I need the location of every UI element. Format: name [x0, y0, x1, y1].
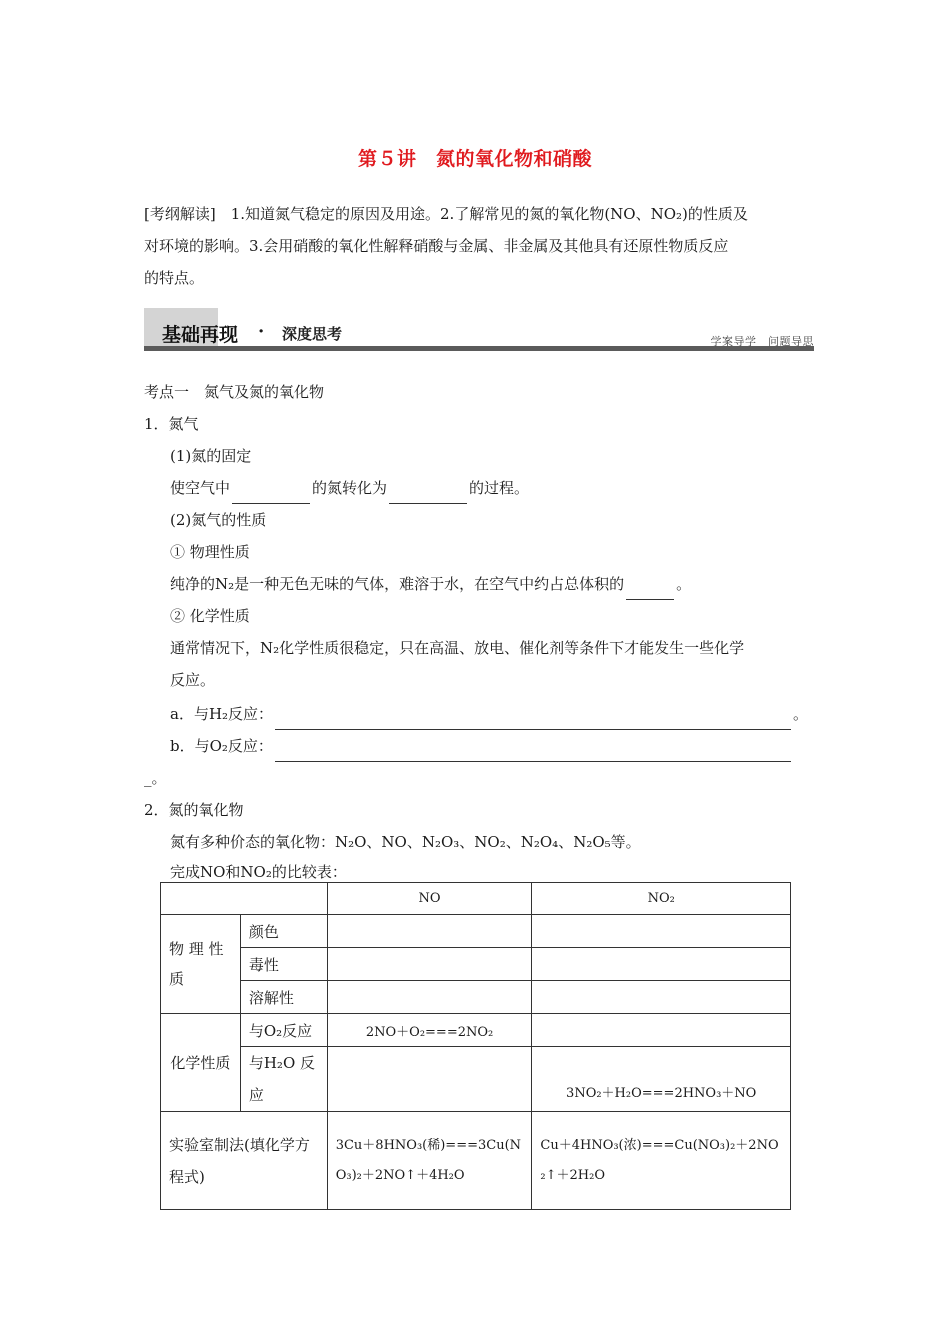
chemical-text-line-2: 反应。 [170, 671, 216, 689]
physical-end-mark: 。 [676, 575, 692, 593]
row-label-h2o: 与H₂O 反应 [240, 1047, 327, 1112]
fixation-sentence [170, 472, 529, 504]
section-1-heading: 1．氮气 [144, 415, 199, 433]
exam-outline-line-3: 的特点。 [144, 269, 205, 287]
kaodian-heading: 考点一 氮气及氮的氧化物 [144, 383, 325, 401]
chemical-text-line-1: 通常情况下，N₂化学性质很稳定，只在高温、放电、催化剂等条件下才能发生一些化学 [170, 639, 745, 657]
cell-no-color[interactable] [327, 915, 532, 948]
answer-blank-h2[interactable] [275, 712, 791, 730]
cell-no2-solubility[interactable] [532, 981, 791, 1014]
fixation-text-a: 使空气中 [170, 479, 231, 497]
row-label-solubility: 溶解性 [240, 981, 327, 1014]
cell-no2-toxicity[interactable] [532, 948, 791, 981]
banner-subtitle: 深度思考 [282, 325, 343, 343]
physical-properties-heading: ① 物理性质 [170, 543, 250, 561]
banner-title: 基础再现 [162, 324, 239, 346]
table-intro-text: 完成NO和NO₂的比较表： [170, 863, 347, 881]
cell-no2-color[interactable] [532, 915, 791, 948]
reaction-h2-end: 。 [793, 705, 809, 723]
header-empty-cell [161, 883, 328, 915]
cell-no-h2o[interactable] [327, 1047, 532, 1112]
nitrogen-properties-heading: (2)氮气的性质 [170, 511, 267, 529]
chemical-properties-heading: ② 化学性质 [170, 607, 250, 625]
reaction-o2-label: b．与O₂反应： [170, 737, 273, 755]
oxides-list-text: 氮有多种价态的氧化物：N₂O、NO、N₂O₃、NO₂、N₂O₄、N₂O₅等。 [170, 833, 641, 851]
exam-outline-line-2: 对环境的影响。3.会用硝酸的氧化性解释硝酸与金属、非金属及其他具有还原性物质反应 [144, 237, 729, 255]
row-label-color: 颜色 [240, 915, 327, 948]
reaction-h2-row [170, 698, 808, 730]
header-no: NO [327, 883, 532, 915]
table-row-h2o [161, 1047, 791, 1112]
banner-tagline: 学案导学 问题导思 [710, 335, 814, 348]
row-label-o2: 与O₂反应 [240, 1014, 327, 1047]
page-title: 第５讲 氮的氧化物和硝酸 [357, 148, 592, 170]
cell-no-toxicity[interactable] [327, 948, 532, 981]
table-row-lab [161, 1112, 791, 1210]
table-row-o2 [161, 1014, 791, 1047]
cell-no2-lab: Cu＋4HNO₃(浓)===Cu(NO₃)₂＋2NO₂↑＋2H₂O [532, 1112, 791, 1210]
table-header-row [161, 883, 791, 915]
physical-group-label: 物 理 性 质 [161, 915, 241, 1014]
cell-no2-o2[interactable] [532, 1014, 791, 1047]
comparison-table [160, 882, 791, 1210]
reaction-h2-label: a．与H₂反应： [170, 705, 274, 723]
fixation-text-c: 的过程。 [469, 479, 530, 497]
section-2-heading: 2．氮的氧化物 [144, 801, 244, 819]
lab-method-label: 实验室制法(填化学方程式) [161, 1112, 328, 1210]
answer-blank-2[interactable] [389, 486, 467, 504]
cell-no-lab: 3Cu＋8HNO₃(稀)===3Cu(NO₃)₂＋2NO↑＋4H₂O [327, 1112, 532, 1210]
physical-text: 纯净的N₂是一种无色无味的气体，难溶于水，在空气中约占总体积的 [170, 575, 625, 593]
reaction-o2-continuation: _。 [144, 769, 167, 787]
fixation-text-b: 的氮转化为 [312, 479, 388, 497]
table-row-solubility [161, 981, 791, 1014]
answer-blank-3[interactable] [626, 582, 674, 600]
physical-properties-text [170, 568, 691, 600]
cell-no2-h2o: 3NO₂＋H₂O===2HNO₃＋NO [532, 1047, 791, 1112]
nitrogen-fixation-heading: (1)氮的固定 [170, 447, 252, 465]
table-row-color [161, 915, 791, 948]
answer-blank-1[interactable] [232, 486, 310, 504]
header-no2: NO₂ [532, 883, 791, 915]
banner-dot: · [258, 321, 265, 342]
cell-no-solubility[interactable] [327, 981, 532, 1014]
row-label-toxicity: 毒性 [240, 948, 327, 981]
exam-outline-line-1: [考纲解读] 1.知道氮气稳定的原因及用途。2.了解常见的氮的氧化物(NO、NO₂)的性质及 [144, 205, 748, 223]
reaction-o2-row [170, 730, 793, 762]
cell-no-o2: 2NO＋O₂===2NO₂ [327, 1014, 532, 1047]
chemical-group-label: 化学性质 [161, 1014, 241, 1112]
answer-blank-o2[interactable] [275, 744, 791, 762]
table-row-toxicity [161, 948, 791, 981]
